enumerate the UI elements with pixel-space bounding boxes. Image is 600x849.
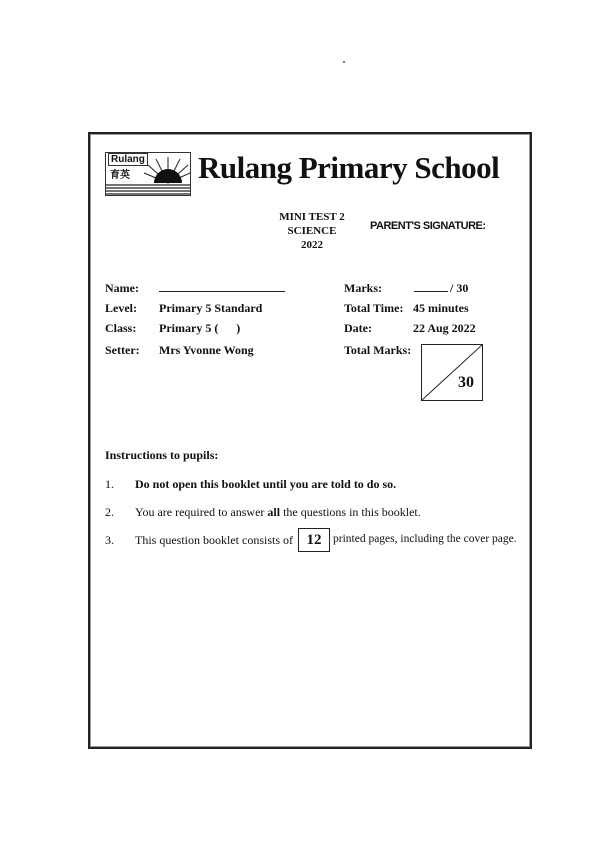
instruction-text: printed pages, including the cover page. (333, 533, 517, 545)
instruction-number: 2. (105, 505, 114, 519)
marks-blank-line (414, 291, 448, 292)
class-value: Primary 5 ( ) (159, 321, 241, 335)
parent-signature-label: PARENT'S SIGNATURE: (370, 220, 486, 232)
instruction-emphasis: all (267, 505, 281, 519)
date-label: Date: (344, 321, 372, 335)
name-label: Name: (105, 281, 139, 295)
instruction-number: 3. (105, 533, 114, 547)
instruction-text: This question booklet consists of (135, 533, 293, 547)
level-value: Primary 5 Standard (159, 301, 263, 315)
instruction-text-part: the questions in this booklet. (280, 505, 421, 519)
logo-chinese-text: 育英 (110, 170, 130, 181)
total-time-label: Total Time: (344, 301, 404, 315)
test-subject: SCIENCE (287, 225, 337, 237)
name-field-line[interactable] (159, 291, 285, 292)
instructions-title: Instructions to pupils: (105, 448, 219, 462)
date-value: 22 Aug 2022 (413, 321, 476, 335)
instruction-number: 1. (105, 477, 114, 491)
level-label: Level: (105, 301, 137, 315)
logo-text: Rulang (108, 153, 148, 166)
marks-value: / 30 (450, 281, 469, 295)
test-year: 2022 (301, 239, 323, 251)
total-marks-box (421, 344, 483, 401)
total-marks-label: Total Marks: (344, 343, 412, 357)
speck (343, 61, 345, 63)
setter-label: Setter: (105, 343, 140, 357)
total-time-value: 45 minutes (413, 301, 469, 315)
total-marks-value: 30 (458, 374, 474, 391)
instruction-text: Do not open this booklet until you are told to do so. (135, 477, 397, 491)
test-title-block (262, 210, 362, 252)
school-logo (105, 152, 191, 196)
page-count-box: 12 (298, 528, 330, 552)
class-label: Class: (105, 321, 137, 335)
school-name: Rulang Primary School (198, 150, 500, 185)
instruction-text (135, 505, 421, 520)
instruction-text-part: You are required to answer (135, 505, 268, 519)
marks-label: Marks: (344, 281, 382, 295)
setter-value: Mrs Yvonne Wong (159, 343, 254, 357)
test-title: MINI TEST 2 (279, 211, 345, 223)
